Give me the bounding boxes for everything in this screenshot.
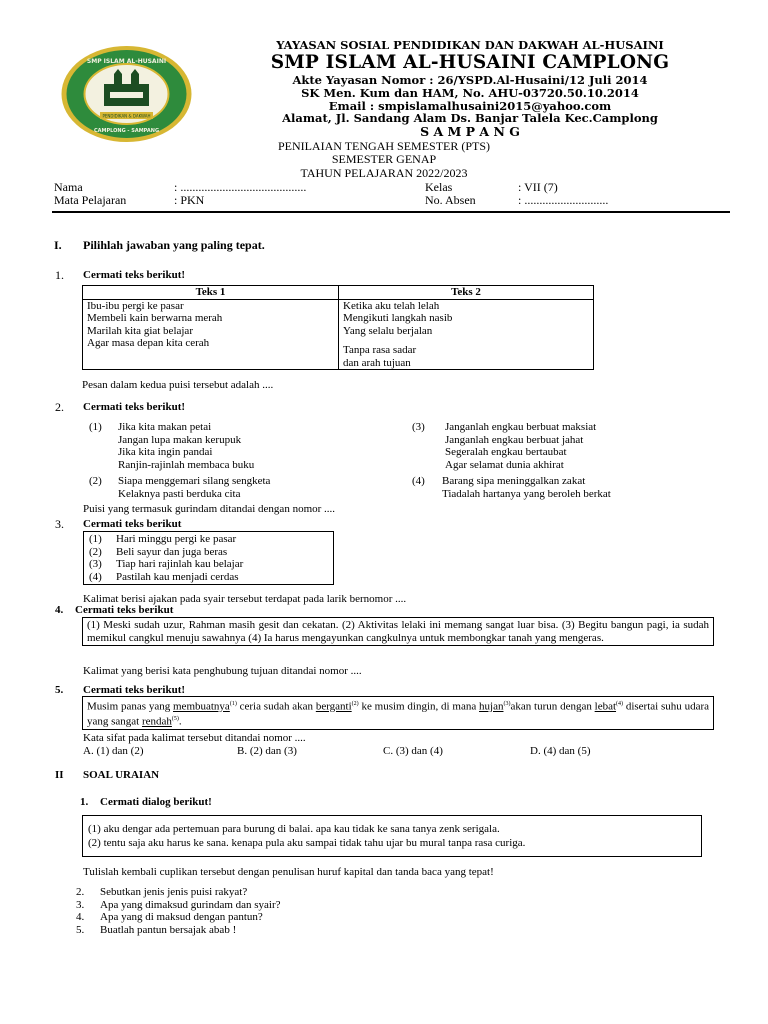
q5-option-a[interactable]: A. (1) dan (2) xyxy=(83,745,144,757)
q2-item-3-line: Janganlah engkau berbuat maksiat xyxy=(445,421,597,433)
q2-item-2-line: Kelaknya pasti berduka cita xyxy=(118,487,241,500)
q5-word-3: hujan xyxy=(479,700,504,713)
exam-year: TAHUN PELAJARAN 2022/2023 xyxy=(300,166,468,180)
q1-poem-1-line: Marilah kita giat belajar xyxy=(87,324,193,337)
q5-text: Musim panas yang xyxy=(87,700,173,713)
q3-question: Kalimat berisi ajakan pada syair tersebut terdapat pada larik bernomor .... xyxy=(83,593,407,605)
foundation-deed: Akte Yayasan Nomor : 26/YSPD.Al-Husaini/12 Juli 2014 xyxy=(292,73,648,87)
absent-no-label: No. Absen xyxy=(425,193,476,207)
exam-semester: SEMESTER GENAP xyxy=(331,152,437,166)
q4-passage-box: (1) Meski sudah uzur, Rahman masih gesit dan cekatan. (2) Aktivitas lelaki ini memang sangat luar bisa. (3) Begitu bangun pagi, ia sudah memikul cangkul menuju sawahnya (4) Ia harus mengayunkan cangkulnya untuk membongkar tanah yang mengeras. xyxy=(82,617,714,646)
q2-item-2 xyxy=(118,475,270,500)
section-1-title: Pilihlah jawaban yang paling tepat. xyxy=(83,238,265,252)
q5-mark-2: (2) xyxy=(351,701,359,707)
essay-question: 4. Apa yang di maksud dengan pantun? xyxy=(76,911,263,923)
q4-question: Kalimat yang berisi kata penghubung tujuan ditandai nomor .... xyxy=(83,665,362,677)
foundation-name: YAYASAN SOSIAL PENDIDIKAN DAN DAKWAH AL-HUSAINI xyxy=(276,38,664,52)
q2-item-4-number: (4) xyxy=(412,475,425,487)
q5-text: disertai suhu udara yang sangat xyxy=(87,700,710,728)
q3-line: (1) Hari minggu pergi ke pasar xyxy=(89,533,237,545)
section-2-title: SOAL URAIAN xyxy=(83,769,160,781)
school-logo xyxy=(60,44,193,144)
q1-poem-1-line: Ibu-ibu pergi ke pasar xyxy=(87,299,184,312)
name-field[interactable]: : .......................................... xyxy=(174,180,307,194)
essay-dialog-box xyxy=(82,815,702,857)
q1-poem-1 xyxy=(83,299,339,370)
q1-poem-1-line: Agar masa depan kita cerah xyxy=(87,337,210,349)
q3-number: 3. xyxy=(55,517,64,531)
q2-item-1-number: (1) xyxy=(89,421,102,433)
q1-col1-header: Teks 1 xyxy=(83,286,339,300)
essay-question-list xyxy=(76,886,281,936)
school-address: Alamat, Jl. Sandang Alam Ds. Banjar Talela Kec.Camplong xyxy=(282,111,658,125)
q2-item-4 xyxy=(442,475,611,500)
essay-question: 2. Sebutkan jenis jenis puisi rakyat? xyxy=(76,886,248,898)
q2-item-1-line: Jika kita makan petai xyxy=(118,421,212,433)
q5-word-5: rendah xyxy=(141,715,172,728)
essay-question: 5. Buatlah pantun bersajak abab ! xyxy=(76,923,237,936)
q5-number: 5. xyxy=(55,684,64,696)
q2-item-2-number: (2) xyxy=(89,475,102,487)
q5-text: akan turun dengan xyxy=(510,700,595,713)
q1-poem-2-line: dan arah tujuan xyxy=(343,356,411,369)
essay-question: 3. Apa yang dimaksud gurindam dan syair? xyxy=(76,898,281,911)
school-email: Email : smpislamalhusaini2015@yahoo.com xyxy=(328,99,612,113)
q5-word-1: membuatnya xyxy=(173,700,230,713)
q4-number: 4. xyxy=(55,604,64,616)
q2-item-1 xyxy=(118,421,254,471)
q5-mark-3: (3) xyxy=(503,701,511,707)
logo-top-text: SMP ISLAM AL-HUSAINI xyxy=(86,58,167,65)
subject-label: Mata Pelajaran xyxy=(54,193,127,207)
logo-ribbon-text: PENDIDIKAN & DAKWAH xyxy=(102,113,151,119)
q2-item-2-line: Siapa menggemari silang sengketa xyxy=(118,475,271,487)
q1-poem-2-line: Yang selalu berjalan xyxy=(343,324,433,337)
header-divider xyxy=(52,211,730,213)
class-value: : VII (7) xyxy=(518,180,558,194)
q2-lead: Cermati teks berikut! xyxy=(83,401,186,413)
q5-word-4: lebat xyxy=(594,700,617,713)
q2-question: Puisi yang termasuk gurindam ditandai dengan nomor .... xyxy=(83,503,336,515)
q5-mark-1: (1) xyxy=(229,701,237,707)
q5-mark-4: (4) xyxy=(616,701,624,707)
q2-item-3-line: Agar selamat dunia akhirat xyxy=(445,458,564,471)
q1-poem-2 xyxy=(339,299,594,370)
q2-item-1-line: Jika kita ingin pandai xyxy=(118,446,213,458)
q1-col2-header: Teks 2 xyxy=(339,286,594,300)
q3-line: (3) Tiap hari rajinlah kau belajar xyxy=(89,558,244,570)
q1-poem-1-line: Membeli kain berwarna merah xyxy=(87,312,223,324)
q5-passage-box xyxy=(82,696,714,730)
q2-item-3-line: Segeralah engkau bertaubat xyxy=(445,446,567,458)
q5-word-2: berganti xyxy=(315,700,352,713)
q1-question: Pesan dalam kedua puisi tersebut adalah .... xyxy=(82,379,274,391)
school-name: SMP ISLAM AL-HUSAINI CAMPLONG xyxy=(270,52,670,73)
q3-line: (2) Beli sayur dan juga beras xyxy=(89,545,228,558)
q5-text: ceria sudah akan xyxy=(236,700,316,713)
q5-question: Kata sifat pada kalimat tersebut ditandai nomor .... xyxy=(83,732,306,744)
school-city: S A M P A N G xyxy=(420,124,520,139)
q3-poem-box xyxy=(83,531,334,585)
q2-item-1-line: Ranjin-rajinlah membaca buku xyxy=(118,458,255,471)
q2-item-4-line: Barang sipa meninggalkan zakat xyxy=(442,475,586,487)
q3-line: (4) Pastilah kau menjadi cerdas xyxy=(89,570,239,583)
essay-dialog-line-1: (1) aku dengar ada pertemuan para burung di balai. apa kau tidak ke sana tanya zenk serigala. xyxy=(88,823,500,835)
ministry-decree: SK Men. Kum dan HAM, No. AHU-03720.50.10.2014 xyxy=(301,86,639,100)
essay-1-lead: Cermati dialog berikut! xyxy=(100,796,212,808)
class-label: Kelas xyxy=(425,180,453,194)
essay-1-instruction: Tulislah kembali cuplikan tersebut dengan penulisan huruf kapital dan tanda baca yang tepat! xyxy=(83,866,494,878)
q2-number: 2. xyxy=(55,400,64,414)
q2-item-1-line: Jangan lupa makan kerupuk xyxy=(118,433,242,446)
q2-item-3-number: (3) xyxy=(412,421,425,433)
q5-option-b[interactable]: B. (2) dan (3) xyxy=(237,745,297,757)
logo-bottom-text: CAMPLONG - SAMPANG xyxy=(93,128,160,134)
q1-poem-2-line: Mengikuti langkah nasib xyxy=(343,312,453,324)
name-label: Nama xyxy=(54,180,83,194)
exam-title: PENILAIAN TENGAH SEMESTER (PTS) xyxy=(277,139,491,153)
q5-text: ke musim dingin, di mana xyxy=(358,700,480,713)
absent-no-field[interactable]: : ............................ xyxy=(518,193,609,207)
q5-mark-5: (5) xyxy=(171,716,179,723)
q5-lead: Cermati teks berikut! xyxy=(83,684,186,696)
essay-1-number: 1. xyxy=(80,796,89,808)
q1-lead: Cermati teks berikut! xyxy=(83,269,186,281)
q5-option-d[interactable]: D. (4) dan (5) xyxy=(530,745,591,757)
q2-item-4-line: Tiadalah hartanya yang beroleh berkat xyxy=(442,487,611,500)
q1-poem-table xyxy=(82,285,594,370)
q1-number: 1. xyxy=(55,268,64,282)
section-1-number: I. xyxy=(54,238,62,252)
section-2-number: II xyxy=(55,769,64,781)
q5-option-c[interactable]: C. (3) dan (4) xyxy=(383,745,443,757)
essay-dialog-line-2: (2) tentu saja aku harus ke sana. kenapa pula aku sampai tidak tahu ujar bu mural tanpa rasa curiga. xyxy=(88,837,526,849)
q2-item-3 xyxy=(445,421,596,471)
subject-value: : PKN xyxy=(174,193,205,207)
q3-lead: Cermati teks berikut xyxy=(83,518,182,530)
q2-item-3-line: Janganlah engkau berbuat jahat xyxy=(445,433,584,446)
q1-poem-2-line: Ketika aku telah lelah xyxy=(343,299,440,312)
q4-lead: Cermati teks berikut xyxy=(75,604,174,616)
q5-text: . xyxy=(178,715,182,728)
q1-poem-2-line: Tanpa rasa sadar xyxy=(343,344,417,356)
